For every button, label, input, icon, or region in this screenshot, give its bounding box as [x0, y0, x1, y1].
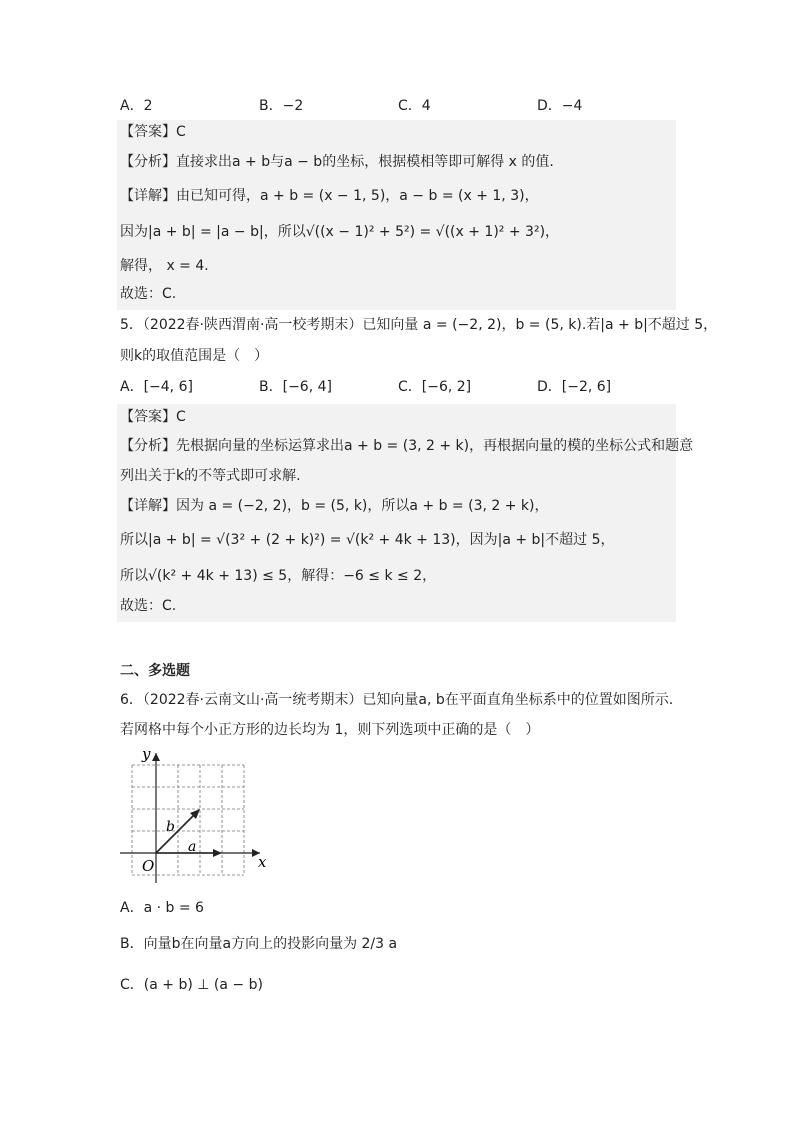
q5-analysis-2: 列出关于k的不等式即可求解.	[120, 468, 301, 484]
q4-analysis: 【分析】直接求出a + b与a − b的坐标，根据模相等即可解得 x 的值.	[120, 154, 554, 170]
q4-detail-3: 解得， x = 4.	[120, 258, 209, 274]
section-title: 二、多选题	[120, 663, 190, 679]
q4-option-d: D．−4	[537, 98, 583, 114]
q6-stem-1: 6．（2022春·云南文山·高一统考期末）已知向量a, b在平面直角坐标系中的位置如图所示.	[120, 692, 674, 708]
vector-grid-figure	[112, 745, 272, 885]
q5-detail-1: 【详解】因为 a = (−2, 2)，b = (5, k)，所以a + b = (3, 2 + k)，	[120, 498, 549, 514]
q4-option-c: C．4	[398, 98, 431, 114]
q4-conclusion: 故选：C.	[120, 286, 177, 302]
q5-option-c: C．[−6, 2]	[398, 379, 472, 395]
q5-detail-2: 所以|a + b| = √(3² + (2 + k)²) = √(k² + 4k + 13)，因为|a + b|不超过 5，	[120, 532, 615, 548]
q5-conclusion: 故选：C.	[120, 598, 177, 614]
q6-option-b: B．向量b在向量a方向上的投影向量为 2/3 a	[120, 936, 398, 952]
q4-detail-1: 【详解】由已知可得，a + b = (x − 1, 5)，a − b = (x + 1, 3)，	[120, 188, 539, 204]
vector-b-label: b	[166, 819, 175, 835]
q6-option-c: C．(a + b) ⊥ (a − b)	[120, 977, 263, 993]
vector-a-label: a	[188, 839, 197, 855]
q5-option-a: A．[−4, 6]	[120, 379, 193, 395]
q4-option-a: A．2	[120, 98, 153, 114]
q4-detail-2: 因为|a + b| = |a − b|，所以√((x − 1)² + 5²) = √((x + 1)² + 3²)，	[120, 224, 560, 240]
origin-label: O	[142, 857, 155, 875]
q5-option-d: D．[−2, 6]	[537, 379, 612, 395]
q6-option-a: A．a · b = 6	[120, 900, 204, 916]
q4-option-b: B．−2	[259, 98, 304, 114]
y-axis-arrow-icon	[152, 753, 160, 761]
q4-answer: 【答案】C	[120, 124, 186, 140]
q5-answer: 【答案】C	[120, 409, 186, 425]
x-axis-label: x	[258, 853, 267, 871]
q6-stem-2: 若网格中每个小正方形的边长均为 1，则下列选项中正确的是（ ）	[120, 722, 540, 738]
vector-a-arrow-icon	[213, 849, 222, 857]
q4-solution-box	[117, 120, 676, 310]
y-axis-label: y	[142, 745, 151, 763]
q5-option-b: B．[−6, 4]	[259, 379, 332, 395]
q5-stem-1: 5．（2022春·陕西渭南·高一校考期末）已知向量 a = (−2, 2)，b = (5, k).若|a + b|不超过 5，	[120, 317, 718, 333]
q5-stem-2: 则k的取值范围是（ ）	[120, 348, 269, 364]
q5-analysis-1: 【分析】先根据向量的坐标运算求出a + b = (3, 2 + k)，再根据向量的模的坐标公式和题意	[120, 438, 694, 454]
q5-detail-3: 所以√(k² + 4k + 13) ≤ 5，解得：−6 ≤ k ≤ 2，	[120, 568, 437, 584]
